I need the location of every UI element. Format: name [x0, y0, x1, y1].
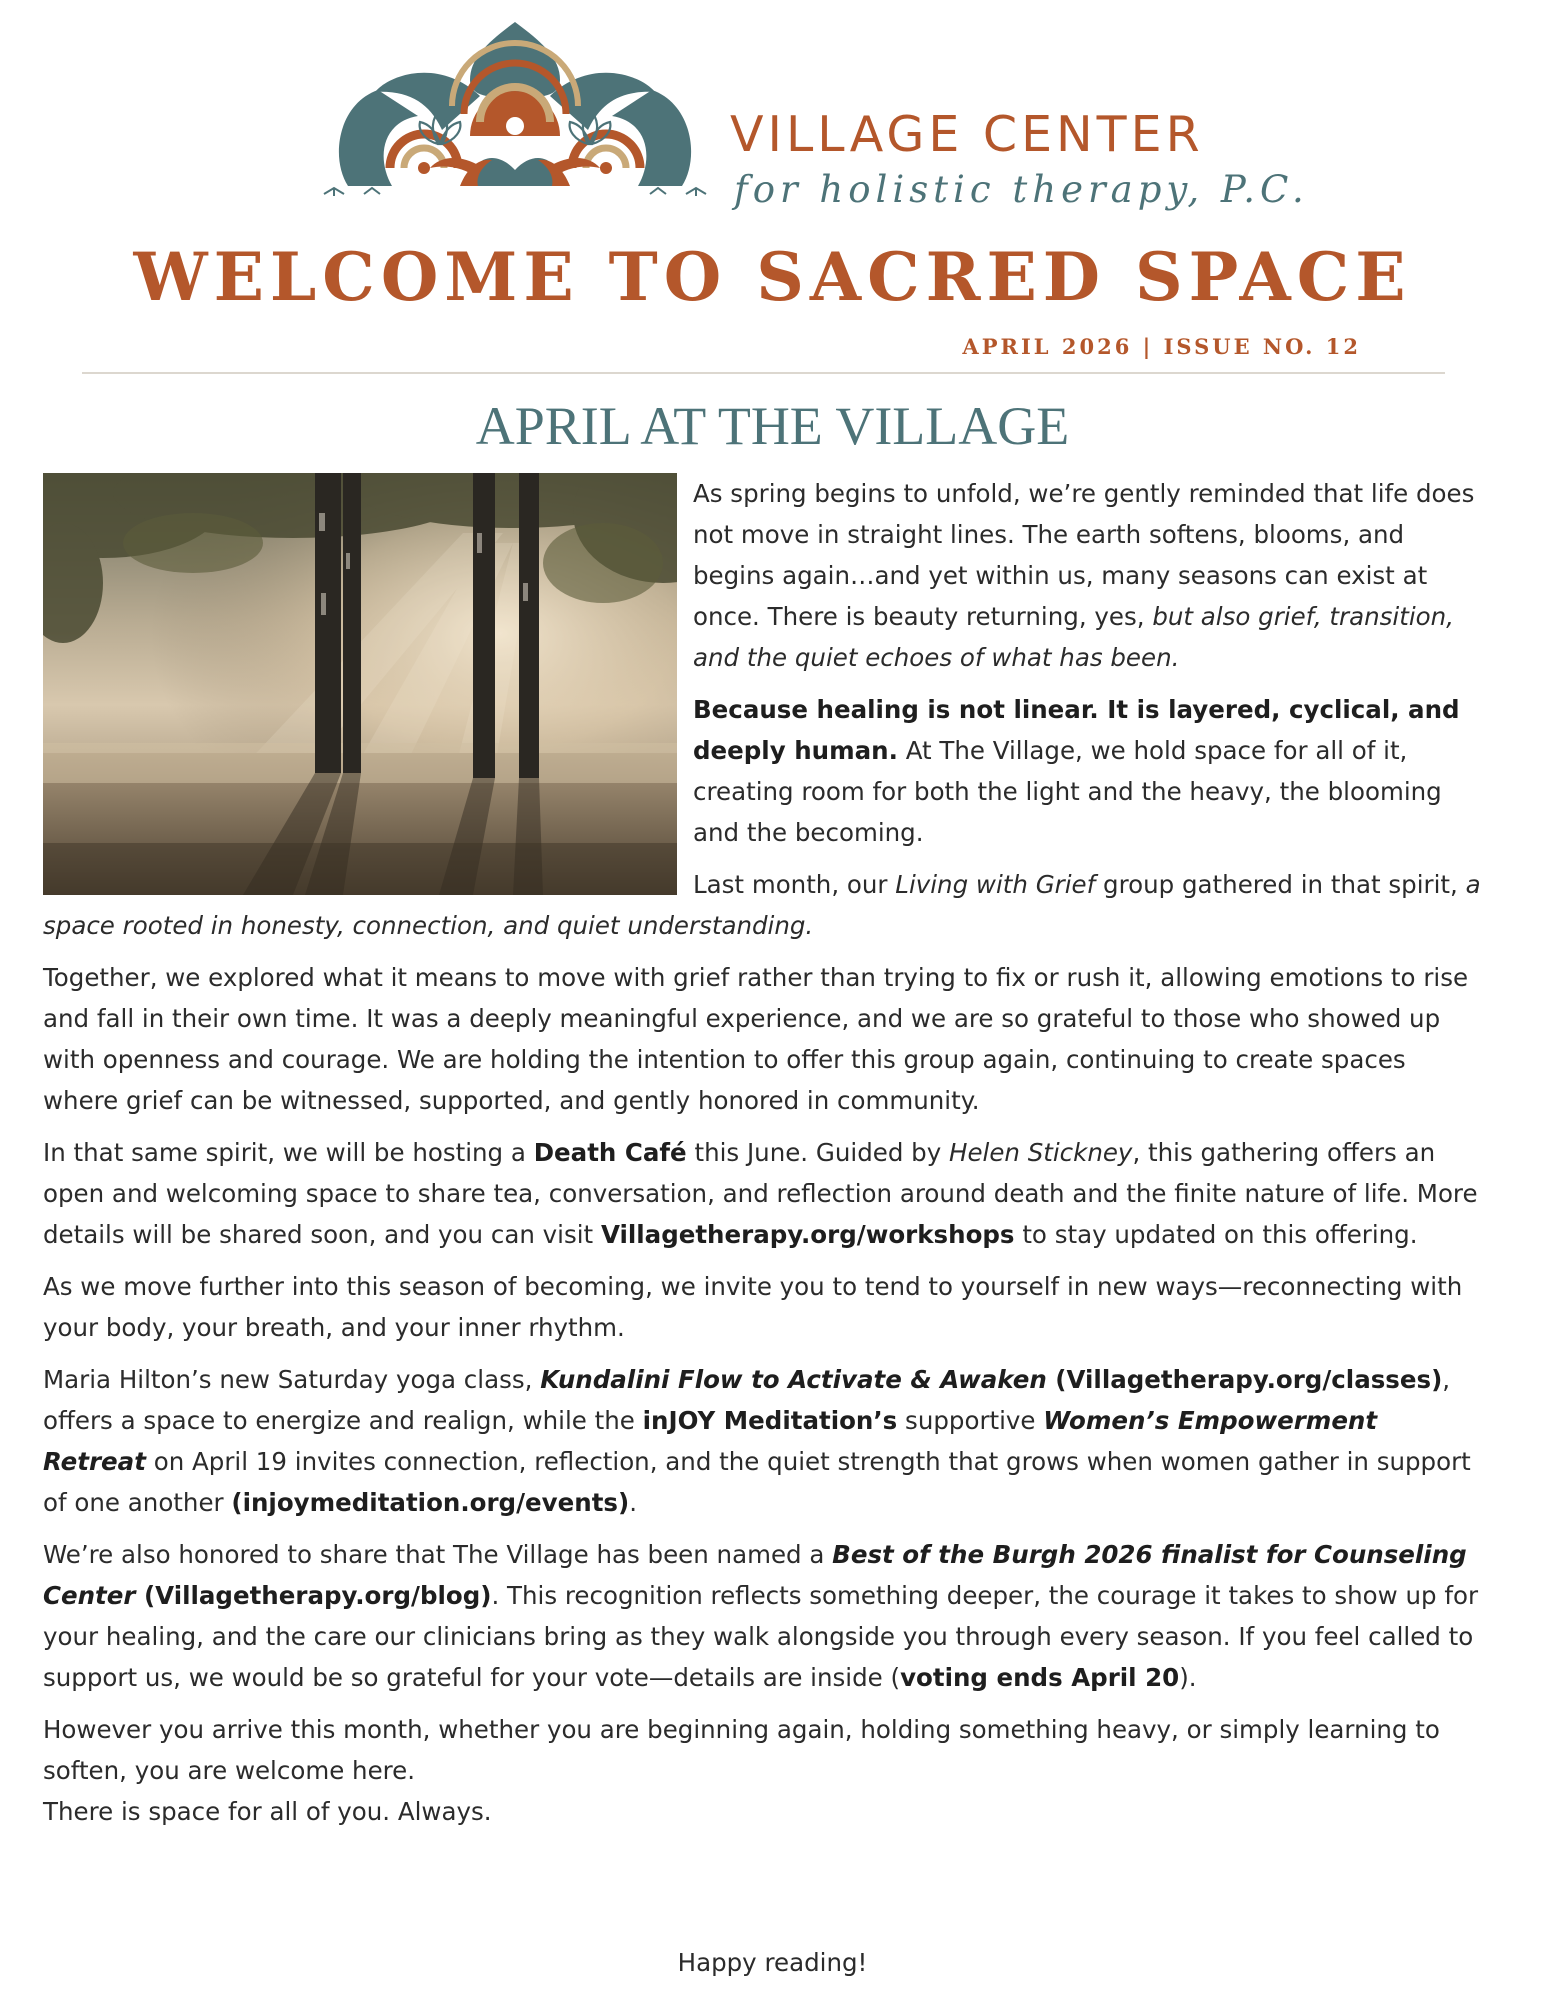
- p8-text-3: ).: [1179, 1663, 1197, 1692]
- p10-text: There is space for all of you. Always.: [43, 1797, 492, 1826]
- p5-text: In that same spirit, we will be hosting a: [43, 1138, 534, 1167]
- paragraph-9: [43, 1709, 1483, 1791]
- p5-guide-name: Helen Stickney: [949, 1138, 1133, 1167]
- p1-text: As spring begins to unfold, we’re gently reminded that life does not move in straight lines. The earth softens, blooms, and begins again…and yet within us, many seasons can exist at once. There is beauty returning, yes,: [693, 479, 1475, 631]
- p7-org-name: inJOY Meditation’s: [642, 1406, 898, 1435]
- p7-text-4: on April 19 invites connection, reflection, and the quiet strength that grows when women gather in support of one another: [43, 1447, 1471, 1517]
- paragraph-4: [43, 957, 1483, 1121]
- p8-text-2: . This recognition reflects something deeper, the courage it takes to show up for your healing, and the care our clinicians bring as they walk alongside you through every season. If you feel called to support us, we would be so grateful for your vote—details are inside (: [43, 1581, 1479, 1692]
- header-divider: [82, 372, 1445, 374]
- p7-text-5: .: [629, 1488, 637, 1517]
- p7-text-3: supportive: [897, 1406, 1044, 1435]
- p8-voting-deadline: voting ends April 20: [900, 1663, 1180, 1692]
- paragraph-8: [43, 1534, 1483, 1698]
- classes-link[interactable]: (Villagetherapy.org/classes): [1046, 1365, 1443, 1394]
- mandala-logo-icon: [320, 18, 710, 208]
- paragraph-7: [43, 1359, 1483, 1523]
- closing-line: Happy reading!: [677, 1948, 868, 1977]
- p9-text: However you arrive this month, whether you are beginning again, holding something heavy, or simply learning to soften, you are welcome here.: [43, 1715, 1440, 1785]
- section-title: APRIL AT THE VILLAGE: [475, 396, 1070, 456]
- p3-italic: a space rooted in honesty, connection, and quiet understanding.: [43, 870, 1481, 940]
- p5-event-name: Death Café: [533, 1138, 687, 1167]
- paragraph-5: [43, 1132, 1483, 1255]
- p7-class-name: Kundalini Flow to Activate & Awaken: [540, 1365, 1047, 1394]
- p3-text: Last month, our: [693, 870, 896, 899]
- org-name: VILLAGE CENTER: [730, 106, 1204, 163]
- p5-text-2: this June. Guided by: [686, 1138, 950, 1167]
- logo: [320, 18, 1309, 211]
- events-link[interactable]: (injoymeditation.org/events): [231, 1488, 630, 1517]
- org-tagline: for holistic therapy, P.C.: [734, 168, 1309, 211]
- paragraph-6: [43, 1266, 1483, 1348]
- issue-label: APRIL 2026 | ISSUE NO. 12: [962, 334, 1361, 359]
- photo-float-spacer: [43, 473, 693, 897]
- p6-text: As we move further into this season of becoming, we invite you to tend to yourself in new ways—reconnecting with your body, your breath, and your inner rhythm.: [43, 1272, 1463, 1342]
- paragraph-10: [43, 1791, 1483, 1832]
- p3-group-name: Living with Grief: [895, 870, 1096, 899]
- p1-italic: but also grief, transition, and the quiet echoes of what has been.: [693, 602, 1454, 672]
- p7-text-2: , offers a space to energize and realign, while the: [43, 1365, 1451, 1435]
- p8-award-name: Best of the Burgh 2026 finalist for Counseling Center: [43, 1540, 1467, 1610]
- p4-text: Together, we explored what it means to move with grief rather than trying to fix or rush it, allowing emotions to rise and fall in their own time. It was a deeply meaningful experience, and we are so grateful to those who showed up with openness and courage. We are holding the intention to offer this group again, continuing to create spaces where grief can be witnessed, supported, and gently honored in community.: [43, 963, 1469, 1115]
- p8-text: We’re also honored to share that The Village has been named a: [43, 1540, 833, 1569]
- workshops-link[interactable]: Villagetherapy.org/workshops: [600, 1220, 1015, 1249]
- p2-text: At The Village, we hold space for all of it, creating room for both the light and the heavy, the blooming and the becoming.: [693, 736, 1442, 847]
- p5-text-3: , this gathering offers an open and welcoming space to share tea, conversation, and reflection around death and the finite nature of life. More details will be shared soon, and you can visit: [43, 1138, 1478, 1249]
- p7-text: Maria Hilton’s new Saturday yoga class,: [43, 1365, 541, 1394]
- article-body: [43, 473, 1483, 1843]
- p5-text-4: to stay updated on this offering.: [1014, 1220, 1418, 1249]
- p2-bold: Because healing is not linear. It is layered, cyclical, and deeply human.: [693, 695, 1460, 765]
- p7-retreat-name: Women’s Empowerment Retreat: [43, 1406, 1378, 1476]
- blog-link[interactable]: (Villagetherapy.org/blog): [135, 1581, 492, 1610]
- p3-text-2: group gathered in that spirit,: [1095, 870, 1466, 899]
- newsletter-title: WELCOME TO SACRED SPACE: [133, 238, 1412, 316]
